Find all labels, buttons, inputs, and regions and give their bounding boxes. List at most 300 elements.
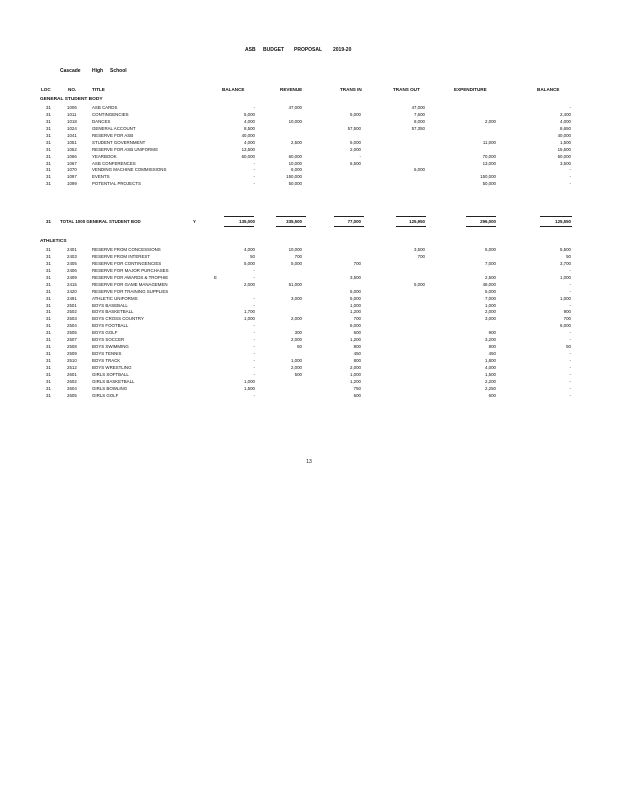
cell-revenue: 2,500	[291, 139, 302, 145]
cell-revenue: 150,000	[286, 174, 302, 180]
column-header-balance: BALANCE	[222, 87, 245, 92]
cell-expenditure: 48,000	[482, 281, 496, 287]
cell-account-number: 1052	[67, 146, 77, 152]
athletics-rows	[0, 247, 618, 400]
cell-trans-in: -	[359, 153, 361, 159]
total-trans-in: 77,000	[347, 219, 361, 224]
cell-title: ASB CARDS	[92, 105, 118, 110]
column-header-loc: LOC	[41, 87, 51, 92]
cell-trans-out: 3,500	[414, 247, 425, 252]
cell-balance-end: 700	[563, 316, 571, 322]
cell-balance: -	[253, 358, 255, 363]
table-row	[0, 181, 618, 188]
cell-expenditure: 1,000	[485, 302, 496, 308]
table-row	[0, 268, 618, 275]
title-word: PROPOSAL	[294, 47, 323, 53]
total-double-rule	[334, 226, 364, 227]
total-trans-out: 125,950	[409, 219, 425, 224]
table-row	[0, 358, 618, 365]
cell-expenditure: 2,200	[485, 378, 496, 384]
cell-balance: -	[253, 181, 255, 187]
cell-balance-end: -	[569, 364, 571, 370]
cell-loc: 31	[46, 253, 51, 259]
column-header-expenditure: EXPENDITURE	[454, 87, 487, 92]
cell-trans-in: 5,000	[350, 288, 361, 294]
cell-expenditure: 3,000	[485, 316, 496, 322]
cell-expenditure: 50,000	[482, 181, 496, 187]
school-name-word: High	[92, 68, 104, 74]
cell-account-number: 2509	[67, 351, 77, 357]
cell-loc: 31	[46, 323, 51, 329]
cell-title: RESERVE FOR MAJOR PURCHASES	[92, 267, 169, 273]
cell-expenditure: 2,500	[485, 274, 496, 280]
cell-title: RESERVE FOR ASB UNIFORMS	[92, 146, 158, 152]
school-name-word: Cascade	[60, 68, 81, 74]
cell-revenue: 500	[294, 371, 302, 377]
table-row	[0, 303, 618, 310]
cell-balance: 1,500	[244, 385, 255, 391]
cell-account-number: 2510	[67, 358, 77, 363]
cell-title: RESERVE FOR CONTINGENCIES	[92, 260, 162, 266]
total-row	[0, 218, 618, 225]
cell-loc: 31	[46, 330, 51, 336]
column-header-trans-in: TRANS IN	[340, 87, 362, 92]
cell-expenditure: 4,000	[485, 364, 496, 370]
total-rule	[224, 216, 254, 217]
cell-balance-end: 3,700	[560, 260, 571, 266]
cell-balance: 1,700	[244, 309, 255, 315]
cell-balance-end: 4,000	[560, 118, 571, 124]
cell-revenue: 300	[294, 330, 302, 336]
cell-account-number: 2406	[67, 267, 77, 273]
cell-loc: 31	[46, 132, 51, 138]
total-balance: 135,000	[239, 219, 255, 224]
cell-account-number: 1006	[67, 105, 77, 110]
cell-title: RESERVE FOR TRAINING SUPPLIES	[92, 288, 169, 294]
title-word: ASB	[245, 47, 256, 53]
cell-expenditure: 450	[488, 351, 496, 357]
cell-title: BOYS FOOTBALL	[92, 323, 129, 329]
table-row	[0, 282, 618, 289]
cell-title: RESERVE FOR ASB	[92, 132, 134, 138]
table-row	[0, 174, 618, 181]
cell-trans-out: 47,000	[411, 105, 425, 110]
cell-loc: 31	[46, 146, 51, 152]
cell-balance: -	[253, 167, 255, 173]
cell-title: EVENTS	[92, 174, 110, 180]
cell-loc: 31	[46, 139, 51, 145]
section-heading-athletics: ATHLETICS	[40, 239, 67, 244]
cell-trans-in: 1,200	[350, 309, 361, 315]
table-row	[0, 275, 618, 282]
cell-revenue: 47,000	[288, 105, 302, 110]
cell-title: BOYS GOLF	[92, 330, 118, 336]
cell-loc: 31	[46, 316, 51, 322]
cell-balance: 4,000	[244, 139, 255, 145]
table-row	[0, 365, 618, 372]
cell-title: POTENTIAL PROJECTS	[92, 181, 141, 187]
cell-balance-end: 2,400	[560, 111, 571, 117]
total-double-rule	[396, 226, 426, 227]
cell-trans-in: 800	[353, 344, 361, 350]
cell-balance-end: -	[569, 385, 571, 391]
cell-revenue: 50	[297, 344, 302, 350]
table-row	[0, 161, 618, 168]
table-row	[0, 344, 618, 351]
cell-trans-out: 57,350	[411, 125, 425, 131]
cell-title: GIRLS BASKETBALL	[92, 378, 135, 384]
cell-balance: 60,000	[241, 153, 255, 159]
cell-title: ASB CONFERENCES	[92, 160, 136, 166]
cell-loc: 31	[46, 371, 51, 377]
total-double-rule	[466, 226, 496, 227]
cell-title: RESERVE FOR GAME MANAGEMEN	[92, 281, 168, 287]
cell-trans-in: 6,500	[350, 160, 361, 166]
cell-title: GIRLS GOLF	[92, 392, 119, 398]
cell-trans-in: 57,500	[347, 125, 361, 131]
cell-trans-in: 700	[353, 316, 361, 322]
cell-expenditure: 2,000	[485, 118, 496, 124]
cell-balance: 4,000	[244, 247, 255, 252]
cell-title: STUDENT GOVERNMENT	[92, 139, 146, 145]
table-row	[0, 289, 618, 296]
cell-title: GIRLS SOFTBALL	[92, 371, 129, 377]
cell-balance: -	[253, 351, 255, 357]
cell-expenditure: 150,000	[480, 174, 496, 180]
cell-expenditure: 2,000	[485, 309, 496, 315]
cell-trans-in: 1,200	[350, 337, 361, 343]
section-heading-general: GENERAL STUDENT BODY	[40, 97, 103, 102]
cell-balance: -	[253, 174, 255, 180]
cell-title: BOYS TRACK	[92, 358, 121, 363]
table-row	[0, 119, 618, 126]
cell-balance-end: -	[569, 105, 571, 110]
cell-expenditure: 1,500	[485, 371, 496, 377]
table-row	[0, 337, 618, 344]
total-rule	[396, 216, 426, 217]
total-rule	[540, 216, 572, 217]
cell-account-number: 2605	[67, 392, 77, 398]
cell-balance: -	[253, 364, 255, 370]
page-number: 13	[306, 459, 312, 465]
table-row	[0, 372, 618, 379]
cell-expenditure: 900	[488, 330, 496, 336]
cell-loc: 31	[46, 344, 51, 350]
cell-trans-in: 6,000	[350, 323, 361, 329]
cell-title: RESERVE FROM CONCESSIONS	[92, 247, 161, 252]
cell-mark: E	[214, 274, 217, 280]
cell-balance-end: 1,000	[560, 295, 571, 301]
table-row	[0, 393, 618, 400]
cell-balance-end: -	[569, 302, 571, 308]
total-label: TOTAL 1000 GENERAL STUDENT BOD	[60, 219, 141, 224]
cell-loc: 31	[46, 111, 51, 117]
cell-expenditure: 5,000	[485, 247, 496, 252]
table-row	[0, 247, 618, 254]
table-row	[0, 330, 618, 337]
cell-account-number: 2420	[67, 288, 77, 294]
cell-loc: 31	[46, 385, 51, 391]
table-row	[0, 254, 618, 261]
total-double-rule	[224, 226, 254, 227]
cell-balance-end: -	[569, 167, 571, 173]
cell-balance-end: 50	[566, 253, 571, 259]
cell-title: RESERVE FOR AWARDS & TROPHIE	[92, 274, 169, 280]
cell-balance: 5,000	[244, 260, 255, 266]
cell-title: GIRLS BOWLING	[92, 385, 128, 391]
cell-title: BOYS BASKETBALL	[92, 309, 134, 315]
table-row	[0, 167, 618, 174]
cell-revenue: 3,000	[291, 295, 302, 301]
cell-trans-in: 1,000	[350, 371, 361, 377]
cell-expenditure: 2,250	[485, 385, 496, 391]
cell-revenue: 10,000	[288, 247, 302, 252]
cell-expenditure: 600	[488, 392, 496, 398]
cell-loc: 31	[46, 309, 51, 315]
table-row	[0, 147, 618, 154]
cell-title: DANCES	[92, 118, 111, 124]
cell-title: BOYS WRESTLING	[92, 364, 132, 370]
cell-trans-out: 7,600	[414, 111, 425, 117]
cell-revenue: 10,000	[288, 118, 302, 124]
cell-balance: -	[253, 330, 255, 336]
cell-title: BOYS SOCCER	[92, 337, 125, 343]
cell-title: BOYS CROSS COUNTRY	[92, 316, 144, 322]
table-row	[0, 105, 618, 112]
cell-balance-end: -	[569, 281, 571, 287]
cell-expenditure: 70,000	[482, 153, 496, 159]
cell-account-number: 2504	[67, 323, 77, 329]
cell-account-number: 2415	[67, 281, 77, 287]
cell-account-number: 2401	[67, 247, 77, 252]
cell-loc: 31	[46, 274, 51, 280]
table-row	[0, 316, 618, 323]
cell-title: BOYS BASEBALL	[92, 302, 128, 308]
cell-balance-end: 3,500	[560, 160, 571, 166]
cell-expenditure: 800	[488, 344, 496, 350]
cell-revenue: 2,000	[291, 337, 302, 343]
cell-trans-out: 8,000	[414, 118, 425, 124]
cell-balance: 5,000	[244, 111, 255, 117]
cell-loc: 31	[46, 153, 51, 159]
cell-expenditure: 13,000	[482, 160, 496, 166]
total-loc: 31	[46, 219, 51, 224]
cell-revenue: 50,000	[288, 181, 302, 187]
cell-balance: 50	[250, 253, 255, 259]
cell-account-number: 2512	[67, 364, 77, 370]
cell-revenue: 6,000	[291, 167, 302, 173]
cell-account-number: 2409	[67, 274, 77, 280]
cell-account-number: 1024	[67, 125, 77, 131]
column-header-balance-end: BALANCE	[537, 87, 560, 92]
cell-loc: 31	[46, 351, 51, 357]
cell-title: GENERAL ACCOUNT	[92, 125, 136, 131]
cell-expenditure: 11,000	[482, 139, 496, 145]
cell-loc: 31	[46, 105, 51, 110]
cell-loc: 31	[46, 260, 51, 266]
cell-balance-end: 50	[566, 344, 571, 350]
cell-loc: 31	[46, 247, 51, 252]
cell-loc: 31	[46, 181, 51, 187]
cell-revenue: 1,000	[291, 358, 302, 363]
total-double-rule	[540, 226, 572, 227]
cell-revenue: 700	[294, 253, 302, 259]
cell-account-number: 2602	[67, 378, 77, 384]
cell-loc: 31	[46, 302, 51, 308]
cell-expenditure: 1,800	[485, 358, 496, 363]
cell-revenue: 2,000	[291, 316, 302, 322]
cell-expenditure: 7,000	[485, 260, 496, 266]
cell-balance: 2,000	[244, 281, 255, 287]
cell-balance-end: 5,500	[560, 247, 571, 252]
cell-balance-end: -	[569, 371, 571, 377]
table-row	[0, 309, 618, 316]
cell-balance: -	[253, 371, 255, 377]
cell-balance-end: -	[569, 174, 571, 180]
cell-balance-end: 900	[563, 309, 571, 315]
cell-trans-in: 750	[353, 385, 361, 391]
cell-loc: 31	[46, 174, 51, 180]
title-word: BUDGET	[263, 47, 285, 53]
cell-loc: 31	[46, 337, 51, 343]
cell-account-number: 1018	[67, 118, 77, 124]
total-rule	[276, 216, 306, 217]
cell-account-number: 2505	[67, 330, 77, 336]
cell-balance-end: 50,000	[557, 153, 571, 159]
table-row	[0, 386, 618, 393]
cell-balance-end: 1,000	[560, 274, 571, 280]
cell-account-number: 1011	[67, 111, 77, 117]
cell-trans-in: 5,000	[350, 295, 361, 301]
table-row	[0, 126, 618, 133]
school-name-word: School	[110, 68, 127, 74]
cell-balance: -	[253, 274, 255, 280]
general-student-body-rows	[0, 105, 618, 188]
cell-balance: 13,500	[241, 146, 255, 152]
cell-expenditure: 5,000	[485, 288, 496, 294]
cell-revenue: 60,000	[288, 153, 302, 159]
cell-trans-in: 450	[353, 351, 361, 357]
cell-balance: 8,500	[244, 125, 255, 131]
cell-trans-out: 5,000	[414, 281, 425, 287]
cell-loc: 31	[46, 160, 51, 166]
cell-loc: 31	[46, 118, 51, 124]
cell-loc: 31	[46, 267, 51, 273]
cell-balance: -	[253, 337, 255, 343]
cell-trans-out: 700	[417, 253, 425, 259]
cell-account-number: 2501	[67, 302, 77, 308]
cell-balance: -	[253, 295, 255, 301]
cell-account-number: 2403	[67, 253, 77, 259]
cell-balance-end: -	[569, 378, 571, 384]
cell-balance-end: -	[569, 392, 571, 398]
cell-balance: -	[253, 267, 255, 273]
cell-account-number: 2503	[67, 316, 77, 322]
cell-title: BOYS SWIMMING	[92, 344, 129, 350]
cell-account-number: 2604	[67, 385, 77, 391]
cell-balance-end: 8,650	[560, 125, 571, 131]
cell-balance-end: 1,500	[560, 139, 571, 145]
cell-trans-in: 600	[353, 392, 361, 398]
cell-account-number: 1097	[67, 174, 77, 180]
cell-account-number: 1070	[67, 167, 77, 173]
cell-account-number: 2491	[67, 295, 77, 301]
cell-account-number: 1066	[67, 153, 77, 159]
column-header-no: NO.	[68, 87, 77, 92]
cell-trans-in: 1,200	[350, 378, 361, 384]
cell-balance: 1,000	[244, 316, 255, 322]
cell-trans-in: 6,000	[350, 139, 361, 145]
cell-revenue: 10,000	[288, 160, 302, 166]
cell-loc: 31	[46, 125, 51, 131]
cell-balance: 4,000	[244, 118, 255, 124]
cell-balance: -	[253, 160, 255, 166]
cell-account-number: 2405	[67, 260, 77, 266]
cell-title: CONTINGENCIES	[92, 111, 129, 117]
cell-title: ATHLETIC UNIFORMS	[92, 295, 138, 301]
cell-trans-in: 3,500	[350, 274, 361, 280]
total-revenue: 335,500	[286, 219, 302, 224]
cell-title: BOYS TENNIS	[92, 351, 122, 357]
total-balance-end: 125,550	[555, 219, 571, 224]
total-expenditure: 296,000	[480, 219, 496, 224]
cell-trans-in: 1,000	[350, 302, 361, 308]
title-word: 2019-20	[333, 47, 352, 53]
cell-balance: -	[253, 105, 255, 110]
cell-balance: -	[253, 392, 255, 398]
cell-balance: 1,000	[244, 378, 255, 384]
column-header-trans-out: TRANS OUT	[393, 87, 420, 92]
cell-balance-end: -	[569, 267, 571, 273]
cell-balance-end: -	[569, 330, 571, 336]
table-row	[0, 323, 618, 330]
cell-revenue: 2,000	[291, 364, 302, 370]
cell-loc: 31	[46, 364, 51, 370]
column-header-revenue: REVENUE	[280, 87, 303, 92]
cell-balance-end: 40,000	[557, 132, 571, 138]
table-row	[0, 140, 618, 147]
cell-balance-end: -	[569, 337, 571, 343]
cell-account-number: 2508	[67, 344, 77, 350]
cell-loc: 31	[46, 288, 51, 294]
cell-balance: -	[253, 344, 255, 350]
cell-loc: 31	[46, 295, 51, 301]
cell-trans-in: 800	[353, 358, 361, 363]
total-double-rule	[276, 226, 306, 227]
cell-trans-in: 2,000	[350, 146, 361, 152]
cell-account-number: 2507	[67, 337, 77, 343]
cell-balance-end: 15,500	[557, 146, 571, 152]
cell-title: VENDING MACHINE COMMISSIONS	[92, 167, 167, 173]
cell-trans-out: 6,000	[414, 167, 425, 173]
cell-balance-end: 6,000	[560, 323, 571, 329]
cell-account-number: 1067	[67, 160, 77, 166]
cell-title: RESERVE FROM INTEREST	[92, 253, 150, 259]
cell-balance-end: -	[569, 181, 571, 187]
cell-balance-end: -	[569, 358, 571, 363]
cell-loc: 31	[46, 392, 51, 398]
cell-revenue: 5,000	[291, 260, 302, 266]
cell-trans-in: 5,000	[350, 111, 361, 117]
cell-expenditure: 3,200	[485, 337, 496, 343]
total-rule	[334, 216, 364, 217]
cell-balance-end: -	[569, 351, 571, 357]
table-row	[0, 133, 618, 140]
cell-account-number: 1099	[67, 181, 77, 187]
cell-loc: 31	[46, 281, 51, 287]
cell-account-number: 1051	[67, 139, 77, 145]
cell-balance: 40,000	[241, 132, 255, 138]
